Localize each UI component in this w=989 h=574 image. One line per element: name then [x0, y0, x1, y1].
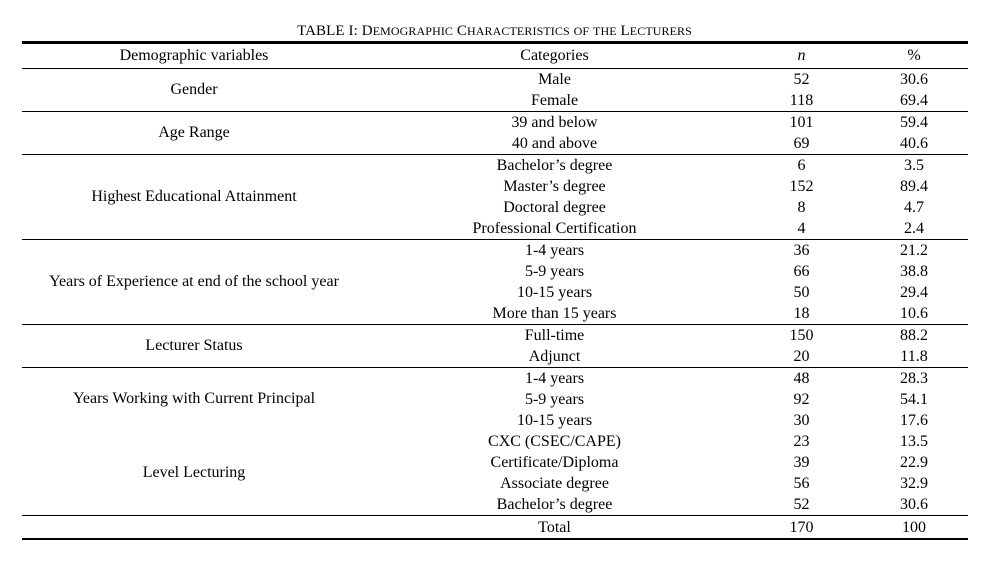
percent-cell: 59.4 — [900, 114, 928, 131]
n-cell: 152 — [789, 178, 814, 195]
caption-word: OF — [573, 24, 590, 38]
category-cell: More than 15 years — [366, 303, 743, 325]
percent-cell: 30.6 — [900, 496, 928, 513]
total-blank-cell — [22, 516, 366, 540]
n-cell: 23 — [793, 433, 810, 450]
category-cell: CXC (CSEC/CAPE) — [488, 433, 621, 450]
n-cell: 48 — [793, 370, 810, 387]
category-cell: 10-15 years — [516, 412, 593, 429]
category-cell: Male — [538, 71, 571, 88]
n-cell: 4 — [743, 218, 860, 240]
percent-cell: 30.6 — [900, 71, 928, 88]
n-cell: 39 — [793, 454, 810, 471]
table-body — [22, 69, 968, 540]
category-cell: 10-15 years — [516, 284, 593, 301]
category-cell: 5-9 years — [524, 391, 585, 408]
caption-word: THE — [593, 24, 617, 38]
total-n: 170 — [743, 516, 860, 540]
percent-cell: 69.4 — [860, 90, 968, 112]
percent-cell: 11.8 — [860, 346, 968, 368]
n-cell: 8 — [797, 199, 806, 216]
category-cell: 40 and above — [366, 133, 743, 155]
table-row — [22, 240, 968, 262]
total-percent: 100 — [860, 516, 968, 540]
caption-word: DEMOGRAPHIC — [361, 23, 454, 39]
caption-prefix: TABLE I: — [297, 23, 362, 39]
category-cell: 39 and below — [511, 114, 598, 131]
variable-cell: Age Range — [22, 112, 366, 155]
n-cell: 118 — [743, 90, 860, 112]
variable-cell: Level Lecturing — [142, 463, 246, 481]
table-row — [22, 112, 968, 134]
table-row — [22, 69, 968, 91]
caption-word: CHARACTERISTICS — [456, 23, 570, 39]
n-cell: 6 — [797, 157, 806, 174]
table-row — [22, 325, 968, 347]
percent-cell: 3.5 — [904, 157, 924, 174]
header-percent: % — [860, 43, 968, 69]
n-cell: 50 — [793, 284, 810, 301]
category-cell: 1-4 years — [524, 242, 585, 259]
percent-cell: 54.1 — [900, 391, 928, 408]
n-cell: 92 — [793, 391, 810, 408]
variable-cell: Years Working with Current Principal — [72, 390, 316, 407]
percent-cell: 17.6 — [900, 412, 928, 429]
table-row — [22, 431, 968, 452]
n-cell: 150 — [789, 327, 814, 344]
percent-cell: 21.2 — [900, 242, 928, 259]
percent-cell: 38.8 — [900, 263, 928, 280]
n-cell: 56 — [793, 475, 810, 492]
percent-cell: 13.5 — [900, 433, 928, 450]
category-cell: Doctoral degree — [503, 199, 606, 216]
percent-cell: 40.6 — [860, 133, 968, 155]
variable-cell: Gender — [22, 69, 366, 112]
category-cell: 5-9 years — [524, 263, 585, 280]
category-cell: Bachelor’s degree — [496, 496, 613, 513]
percent-cell: 32.9 — [900, 475, 928, 492]
percent-cell: 88.2 — [900, 327, 928, 344]
n-cell: 69 — [743, 133, 860, 155]
header-row — [22, 43, 968, 69]
n-cell: 20 — [743, 346, 860, 368]
header-categories: Categories — [366, 43, 743, 69]
category-cell: 1-4 years — [524, 370, 585, 387]
percent-cell: 22.9 — [900, 454, 928, 471]
category-cell: Female — [366, 90, 743, 112]
table-row — [22, 368, 968, 390]
header-n: n — [743, 43, 860, 69]
n-cell: 36 — [793, 242, 810, 259]
n-cell: 18 — [743, 303, 860, 325]
percent-cell: 4.7 — [904, 199, 924, 216]
variable-cell: Highest Educational Attainment — [22, 155, 366, 240]
total-label: Total — [366, 516, 743, 540]
total-row — [22, 516, 968, 540]
table-header — [22, 43, 968, 69]
category-cell: Full-time — [524, 327, 585, 344]
percent-cell: 29.4 — [900, 284, 928, 301]
demographics-table — [22, 41, 968, 540]
category-cell: Associate degree — [500, 475, 609, 492]
percent-cell: 89.4 — [900, 178, 928, 195]
variable-cell: Years of Experience at end of the school year — [22, 240, 366, 325]
header-variables: Demographic variables — [22, 43, 366, 69]
category-cell: Professional Certification — [366, 218, 743, 240]
category-cell: Certificate/Diploma — [490, 454, 619, 471]
percent-cell: 2.4 — [860, 218, 968, 240]
table-row — [22, 155, 968, 177]
category-cell: Master’s degree — [503, 178, 606, 195]
percent-cell: 10.6 — [860, 303, 968, 325]
percent-cell: 28.3 — [900, 370, 928, 387]
n-cell: 101 — [789, 114, 814, 131]
n-cell: 30 — [793, 412, 810, 429]
n-cell: 66 — [793, 263, 810, 280]
category-cell: Adjunct — [366, 346, 743, 368]
caption-word: LECTURERS — [620, 23, 692, 39]
variable-cell: Lecturer Status — [22, 325, 366, 368]
n-cell: 52 — [793, 71, 810, 88]
category-cell: Bachelor’s degree — [496, 157, 613, 174]
n-cell: 52 — [793, 496, 810, 513]
table-caption — [0, 21, 989, 41]
